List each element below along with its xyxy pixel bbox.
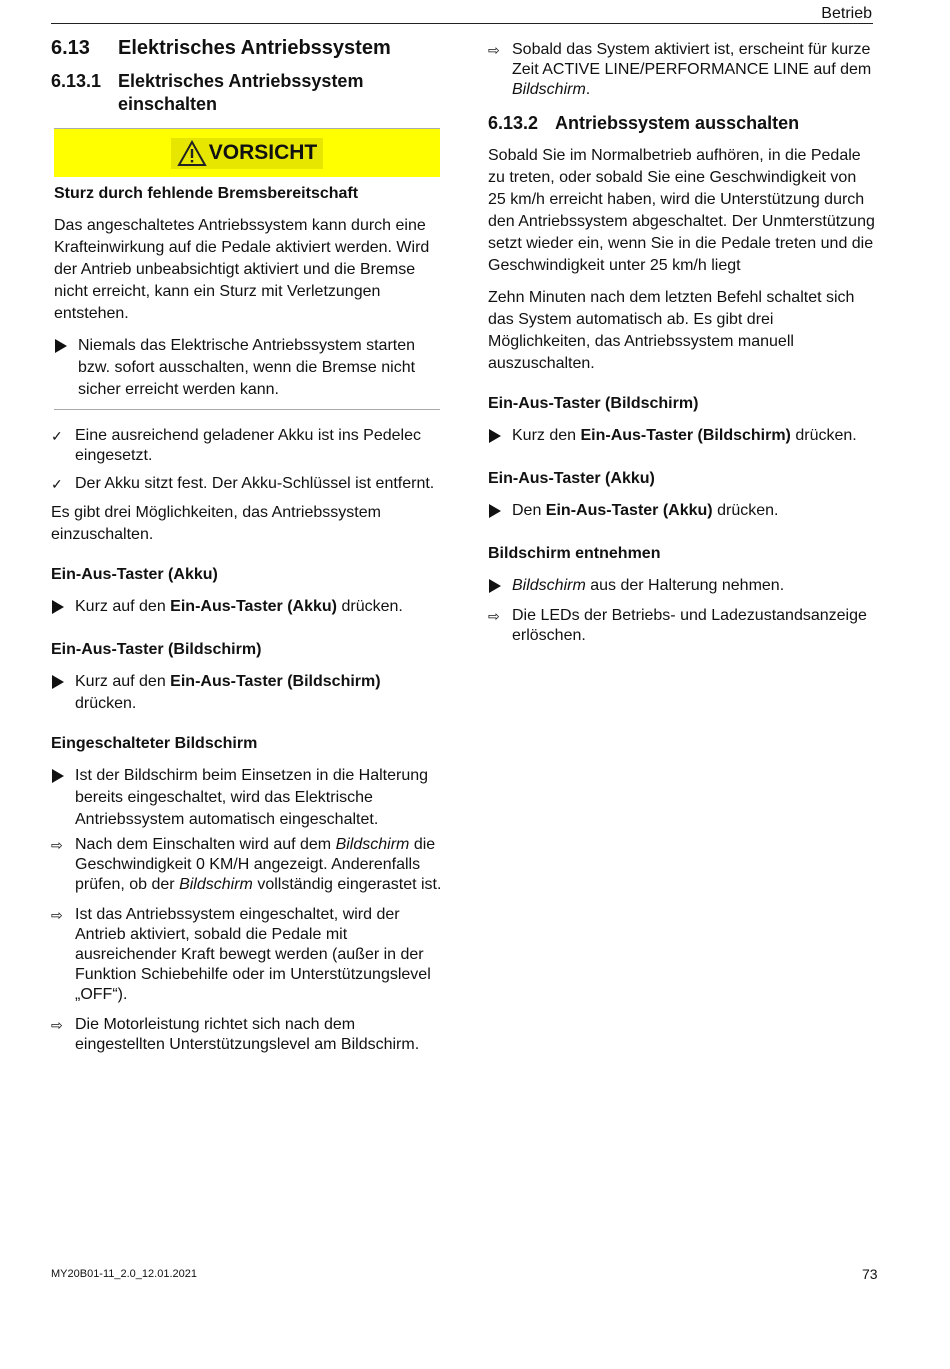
result-item: ⇨ Nach dem Einschalten wird auf dem Bildschirm die Geschwindigkeit 0 KM/H angezeigt. Anderenfalls prüfen, ob der Bildschirm vollständig eingerastet ist. [51,836,442,893]
body-paragraph: Sobald Sie im Normalbetrieb aufhören, in die Pedale zu treten, oder sobald Sie eine Geschwindigkeit von 25 km/h erreicht haben, wird die Unterstützung durch den Antriebssystem abgeschaltet. Der Unmterstützung setzt wieder ein, wenn Sie in die Pedale treten und die Geschwindigkeit unter 25 km/h liegt [488,147,875,274]
subsection-heading: 6.13.2 Antriebssystem ausschalten [488,113,800,133]
section-heading: 6.13 Elektrisches Antriebssystem [51,37,391,59]
sub-heading: Ein-Aus-Taster (Akku) [488,470,655,487]
sub-heading: Ein-Aus-Taster (Bildschirm) [488,395,699,412]
running-header: Betrieb [821,5,872,22]
action-triangle-icon [51,671,75,715]
action-triangle-icon [488,575,512,600]
action-triangle-icon [54,335,78,401]
action-triangle-icon [51,596,75,621]
result-item: ⇨ Ist das Antriebssystem eingeschaltet, wird der Antrieb aktiviert, sobald die Pedale mit ausreichender Kraft bewegt werden (außer in der Funktion Schiebehilfe oder im Unterstützungslevel „OFF“). [51,906,431,1003]
caution-band [54,129,440,177]
caution-title: Sturz durch fehlende Bremsbereitschaft [54,185,359,202]
result-arrow-icon: ⇨ [51,1017,63,1033]
action-triangle-icon [488,500,512,525]
caution-box [54,128,440,410]
caution-label: VORSICHT [171,138,324,169]
header-rule [51,23,873,24]
result-arrow-icon: ⇨ [488,42,500,58]
subsection-heading: 6.13.1 Elektrisches Antriebssystem einschalten [51,71,364,114]
caution-text: Das angeschaltetes Antriebssystem kann durch eine Krafteinwirkung auf die Pedale aktiviert werden. Wird der Antrieb unbeabsichtigt aktiviert und die Bremse nicht erreicht, kann ein Sturz mit Verletzungen entstehen. [54,217,430,322]
left-column [51,37,443,1055]
precondition-item: ✓ Der Akku sitzt fest. Der Akku-Schlüssel ist entfernt. [51,475,435,492]
result-item: ⇨ Die Motorleistung richtet sich nach dem eingestellten Unterstützungslevel am Bildschirm. [51,1016,420,1053]
precondition-item: ✓ Eine ausreichend geladener Akku ist ins Pedelec eingesetzt. [51,427,421,464]
result-item: ⇨ Die LEDs der Betriebs- und Ladezustandsanzeige erlöschen. [488,607,867,644]
page-number: 73 [862,1266,878,1282]
action-item: Ist der Bildschirm beim Einsetzen in die Halterung bereits eingeschaltet, wird das Elektrische Antriebssystem automatisch eingeschaltet. [51,765,443,831]
caution-action: Niemals das Elektrische Antriebssystem starten bzw. sofort ausschalten, wenn die Bremse nicht sicher erreicht werden kann. [54,335,440,401]
sub-heading: Bildschirm entnehmen [488,545,661,562]
caution-body [54,177,440,409]
check-icon: ✓ [51,428,63,444]
warning-triangle-icon [177,140,207,167]
sub-heading: Ein-Aus-Taster (Akku) [51,566,218,583]
document-id: MY20B01-11_2.0_12.01.2021 [51,1268,197,1280]
action-item: Kurz den Ein-Aus-Taster (Bildschirm) drücken. [488,425,878,450]
right-column [488,40,878,646]
body-paragraph: Zehn Minuten nach dem letzten Befehl schaltet sich das System automatisch ab. Es gibt drei Möglichkeiten, das Antriebssystem manuell auszuschalten. [488,289,855,372]
action-item: Kurz auf den Ein-Aus-Taster (Bildschirm) drücken. [51,671,443,715]
action-item: Den Ein-Aus-Taster (Akku) drücken. [488,500,878,525]
result-arrow-icon: ⇨ [51,907,63,923]
sub-heading: Ein-Aus-Taster (Bildschirm) [51,641,262,658]
action-item: Bildschirm aus der Halterung nehmen. [488,575,878,600]
action-triangle-icon [488,425,512,450]
result-arrow-icon: ⇨ [51,837,63,853]
sub-heading: Eingeschalteter Bildschirm [51,735,258,752]
check-icon: ✓ [51,476,63,492]
result-arrow-icon: ⇨ [488,608,500,624]
action-item: Kurz auf den Ein-Aus-Taster (Akku) drücken. [51,596,443,621]
intro-text: Es gibt drei Möglichkeiten, das Antriebssystem einzuschalten. [51,504,381,543]
action-triangle-icon [51,765,75,831]
result-item: ⇨ Sobald das System aktiviert ist, erscheint für kurze Zeit ACTIVE LINE/PERFORMANCE LINE auf dem Bildschirm. [488,41,872,98]
